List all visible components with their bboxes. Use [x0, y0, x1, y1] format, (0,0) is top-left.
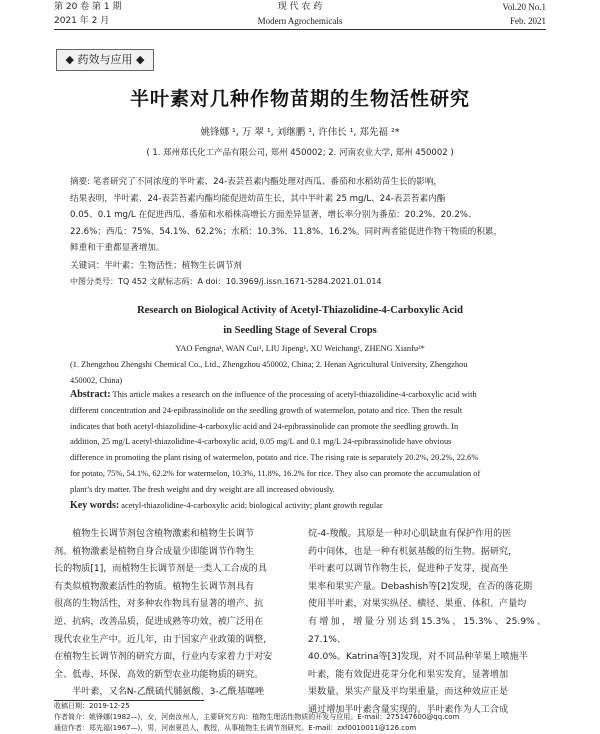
body-line: 植物生长调节剂包含植物激素和植物生长调节 [72, 529, 255, 539]
body-line: 果率和果实产量。Debashish等[2]发现，在否的落花期 [308, 581, 533, 592]
body-line: 烷-4-羧酸。其原是一种对心肌缺血有保护作用的医 [308, 529, 512, 539]
affiliation-en [70, 357, 540, 389]
abstract-en-label: Abstract: [70, 389, 111, 400]
abstract-cn-line: 0.05、0.1 mg/L 在促进西瓜、番茄和水稻株高增长方面差异显著，增长率分别为番茄：20.2%、20.2%、 [70, 210, 477, 220]
authors-cn: 姚锋娜 ¹, 万 翠 ¹, 刘继鹏 ¹, 许伟长 ¹, 郑先福 ²* [200, 127, 400, 138]
authors-en: YAO Fengna¹, WAN Cui¹, LIU Jipeng¹, XU Weichang¹, ZHENG Xianfu²* [175, 344, 425, 353]
abstract-en-line: addition, 25 mg/L acetyl-thiazolidine-4-carboxylic acid, 0.05 mg/L and 0.1 mg/L 24-epibrassinolide have obvious [70, 437, 452, 447]
paper-title-cn: 半叶素对几种作物苗期的生物活性研究 [129, 88, 470, 110]
footnotes [54, 701, 546, 734]
footnote-received: 收稿日期：2019-12-25 [54, 702, 130, 710]
body-line: 在植物生长调节剂的研究方面，行业内专家着力于对安 [54, 652, 273, 663]
body-line: 有增加，增量分别达到15.3%、15.3%、25.9%、27.1%、 [308, 616, 546, 645]
keywords-en-text: acetyl-thiazolidine-4-carboxylic acid; biological activity; plant growth regular [119, 501, 383, 510]
header-volume-cn: 第 20 卷 第 1 期 [54, 2, 122, 12]
abstract-en-line: for potato, 75%, 54.1%, 62.2% for watermelon, 10.3%, 11.8%, 16.2% for rice. They also can promote the accumulation of [70, 468, 481, 478]
abstract-cn-line: 22.6%；西瓜：75%、54.1%、62.2%；水稻：10.3%、11.8%、16.2%。同时两者能促进作物干物质的积累， [70, 226, 503, 237]
keywords-en-label: Key words: [70, 500, 120, 511]
header-date-en: Feb. 2021 [510, 16, 546, 26]
keywords-cn: 关键词：半叶素；生物活性；植物生长调节剂 [70, 261, 242, 271]
body-line: 药中间体，也是一种有机氨基酸的衍生物。据研究， [308, 546, 518, 557]
abstract-en-line: This article makes a research on the influence of the processing of acetyl-thiazolidine-4-carboxylic acid with [110, 390, 477, 399]
abstract-cn-line: 结果表明，半叶素、24-表芸苔素内酯均能促进幼苗生长，其中半叶素 25 mg/L、24-表芸苔素内酯 [70, 193, 446, 204]
body-column-left [54, 526, 292, 702]
body-line: 通过增加半叶素含量实现的。半叶素作为人工合成 [308, 704, 509, 715]
abstract-en-line: plant’s dry matter. The fresh weight and dry weight are all increased obviously. [70, 484, 335, 494]
body-line: 果数量、果实产量及平均果重量，而这种效应正是 [308, 687, 509, 698]
body-line: 剂。植物激素是植物自身合成量少即能调节作物生 [54, 546, 255, 557]
body-line: 半叶素，又名N-乙酰硫代脯氨酸、3-乙酰基噻唑 [72, 687, 265, 698]
body-line: 很高的生物活性，对多种农作物具有显著的增产、抗 [54, 599, 264, 610]
header-date-cn: 2021 年 2 月 [54, 16, 110, 26]
section-tag: ◆ 药效与应用 ◆ [56, 49, 154, 71]
body-line: 全、低毒、环保、高效的新型农业功能物质的研究。 [54, 669, 264, 680]
body-line: 长的物质[1]，而植物生长调节剂是一类人工合成的具 [54, 564, 267, 575]
header-journal-cn: 现 代 农 药 [277, 2, 323, 12]
footnote-corresponding: 通信作者：郑先福(1967—)，男，河南夏邑人，教授，从事植物生长调节剂研究。E-mail：zxf0010011@126.com [54, 724, 417, 732]
body-column-right [308, 526, 546, 720]
abstract-en-line: different concentration and 24-epibrassinolide on the seedling growth of watermelon, potato and rice. Then the result [70, 405, 463, 415]
affiliation-en-line: (1. Zhengzhou Zhengshi Chemical Co., Ltd., Zhengzhou 450002, China; 2. Henan Agricultural University, Zhengzhou [70, 360, 468, 369]
abstract-cn-line: 鲜重和干重都显著增加。 [70, 243, 165, 253]
classification-cn: 中图分类号：TQ 452 文献标志码：A doi：10.3969/j.issn.1671-5284.2021.01.014 [70, 277, 382, 286]
affiliation-en-line: 450002, China) [70, 375, 123, 385]
abstract-cn-line: 摘要: 笔者研究了不同浓度的半叶素、24-表芸苔素内酯处理对西瓜、番茄和水稻幼苗生长的影响， [70, 177, 443, 187]
affiliation-cn: ( 1. 郑州郑氏化工产品有限公司, 郑州 450002; 2. 河南农业大学, 郑州 450002 ) [146, 148, 454, 158]
abstract-en [70, 387, 540, 498]
body-line: 逆、抗病，改善品质，促进成熟等功效，被广泛用在 [54, 616, 264, 627]
abstract-en-line: indicates that both acetyl-thiazolidine-4-carboxylic acid and 24-epibrassinolide can promote the seedling growth. In [70, 421, 459, 431]
body-line: 半叶素可以调节作物生长，促进种子发芽，提高坐 [308, 564, 509, 575]
paper-title-en-line: Research on Biological Activity of Acetyl-Thiazolidine-4-Carboxylic Acid [137, 305, 463, 316]
body-line: 使用半叶素，对果实纵径、横径、果重、体积、产量均 [308, 599, 527, 610]
paper-title-en-line: in Seedling Stage of Several Crops [223, 325, 377, 336]
body-line: 叶素，能有效促进花芽分化和果实发育，显著增加 [308, 669, 509, 680]
body-line: 40.0%。Katrina等[3]发现，对不同品种苹果上喷施半 [308, 652, 528, 663]
abstract-cn [70, 174, 540, 257]
header-journal-en: Modern Agrochemicals [257, 16, 343, 26]
footnote-author: 作者简介：姚锋娜(1982—)，女，河南汝州人，主要研究方向：植物生理活性物质的开发与应用。E-mail：275147600@qq.com [54, 713, 460, 721]
header-volume-en: Vol.20 No.1 [502, 2, 546, 12]
body-line: 现代农业生产中。近几年，由于国家产业政策的调整， [54, 634, 273, 645]
paper-title-en [54, 301, 546, 341]
header-rule [54, 29, 546, 30]
abstract-en-line: difference in promoting the plant rising of watermelon, potato and rice. The rising rate is separately 20.2%, 20.2%, 22.6% [70, 453, 479, 463]
body-line: 有类似植物激素活性的物质。植物生长调节剂具有 [54, 581, 255, 592]
keywords-en [70, 498, 540, 514]
